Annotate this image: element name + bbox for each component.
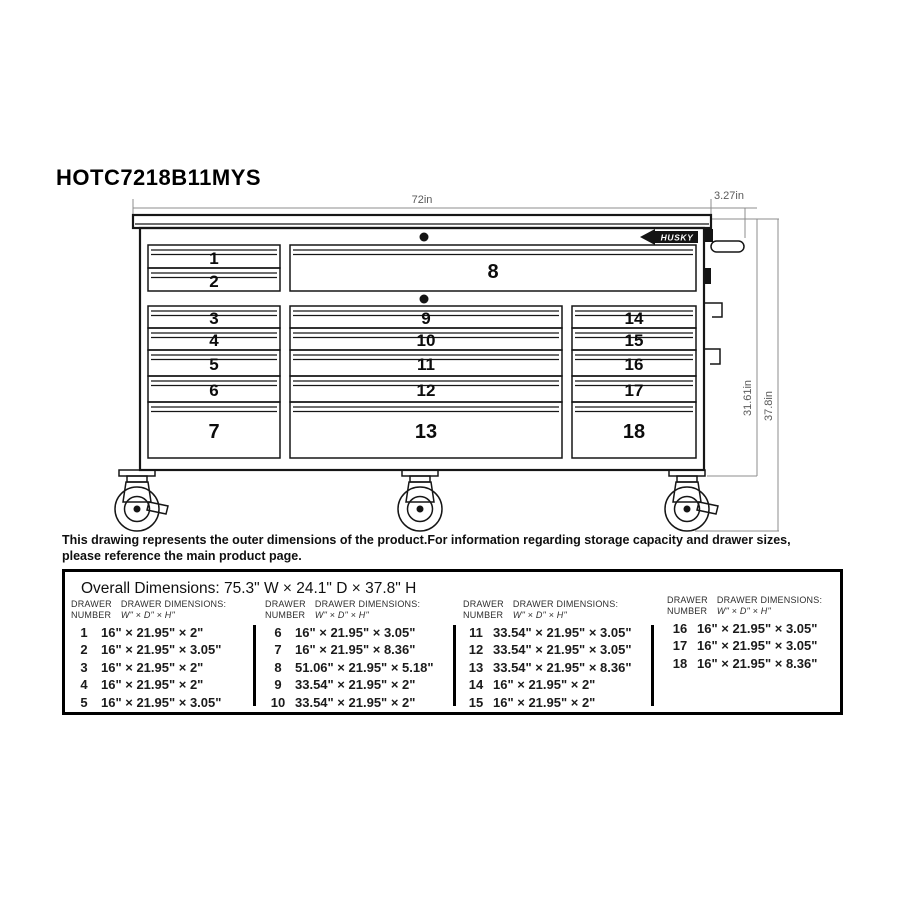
drawer-3 — [148, 306, 280, 328]
drawer-4-label: 4 — [209, 331, 219, 350]
table-header: DRAWER NUMBER DRAWER DIMENSIONS: W" × D" × H" — [667, 595, 823, 616]
drawer-9-label: 9 — [421, 309, 431, 328]
drawer-13-label: 13 — [414, 421, 438, 443]
drawer-2 — [148, 268, 280, 291]
table-divider-2 — [453, 625, 456, 706]
drawer-15-label: 15 — [624, 331, 644, 350]
side-handle — [704, 229, 744, 364]
drawer-14-label: 14 — [624, 309, 644, 328]
drawer-5 — [148, 350, 280, 376]
drawer-7-label: 7 — [208, 421, 220, 443]
drawer-15 — [572, 328, 696, 350]
drawer-14 — [572, 306, 696, 328]
side-bracket-upper — [704, 303, 722, 317]
dim-width-label: 72in — [411, 194, 433, 206]
drawer-18 — [572, 402, 696, 458]
drawer-row-15: 15 16" × 21.95" × 2" — [468, 694, 596, 710]
drawer-row-14: 14 16" × 21.95" × 2" — [468, 677, 596, 693]
table-group-4 — [667, 595, 849, 672]
drawer-1 — [148, 245, 280, 268]
dim-body-height-label: 31.61in — [742, 379, 754, 417]
dimensions-table — [62, 569, 843, 715]
drawer-row-17: 17 16" × 21.95" × 3.05" — [672, 638, 818, 654]
drawer-row-11: 11 33.54" × 21.95" × 3.05" — [469, 624, 632, 640]
drawer-row-7: 7 16" × 21.95" × 8.36" — [274, 642, 416, 658]
drawer-12 — [290, 376, 562, 402]
drawer-18-label: 18 — [622, 421, 646, 443]
table-header: DRAWER NUMBER DRAWER DIMENSIONS: W" × D" × H" — [463, 599, 619, 620]
drawer-row-3: 3 16" × 21.95" × 2" — [80, 659, 204, 675]
drawer-12-label: 12 — [416, 381, 436, 400]
drawer-2-label: 2 — [209, 272, 219, 291]
table-group-1 — [71, 599, 253, 711]
drawer-row-9: 9 33.54" × 21.95" × 2" — [274, 677, 416, 693]
drawer-11 — [290, 350, 562, 376]
table-divider-3 — [651, 625, 654, 706]
drawer-row-5: 5 16" × 21.95" × 3.05" — [80, 694, 222, 710]
caster-right — [665, 470, 718, 531]
drawer-16 — [572, 350, 696, 376]
drawer-8 — [290, 245, 696, 291]
lock-bottom — [420, 295, 429, 304]
drawer-3-label: 3 — [209, 309, 219, 328]
table-header: DRAWER NUMBER DRAWER DIMENSIONS: W" × D" × H" — [265, 599, 421, 620]
drawer-4 — [148, 328, 280, 350]
dim-total-height-label: 37.8in — [763, 391, 775, 421]
disclaimer-line-1: This drawing represents the outer dimensions of the product.For information regarding storage capacity and drawer sizes, — [62, 533, 791, 547]
caster-middle — [398, 470, 442, 531]
disclaimer-line-2: please reference the main product page. — [62, 548, 302, 563]
caster-left — [115, 470, 168, 531]
drawer-5-label: 5 — [209, 355, 219, 374]
drawer-13 — [290, 402, 562, 458]
drawer-row-6: 6 16" × 21.95" × 3.05" — [274, 624, 416, 640]
drawer-row-13: 13 33.54" × 21.95" × 8.36" — [468, 659, 632, 675]
drawer-row-12: 12 33.54" × 21.95" × 3.05" — [468, 642, 632, 658]
husky-logo-text: HUSKY — [660, 232, 694, 243]
side-bracket-lower — [704, 349, 720, 364]
drawer-row-2: 2 16" × 21.95" × 3.05" — [80, 642, 222, 658]
drawer-1-label: 1 — [209, 249, 219, 268]
table-header: DRAWER NUMBER DRAWER DIMENSIONS: W" × D" × H" — [71, 599, 227, 620]
page-title: HOTC7218B11MYS — [56, 165, 262, 190]
table-group-2 — [265, 599, 447, 711]
drawer-6 — [148, 376, 280, 402]
table-divider-1 — [253, 625, 256, 706]
drawer-17 — [572, 376, 696, 402]
drawer-17-label: 17 — [624, 381, 644, 400]
drawer-7 — [148, 402, 280, 458]
drawer-8-label: 8 — [487, 261, 499, 283]
overall-dimensions: Overall Dimensions: 75.3" W × 24.1" D × 37.8" H — [81, 580, 417, 597]
drawer-16-label: 16 — [624, 355, 644, 374]
drawer-row-8: 8 51.06" × 21.95" × 5.18" — [274, 659, 434, 675]
drawer-9 — [290, 306, 562, 328]
drawer-row-18: 18 16" × 21.95" × 8.36" — [672, 655, 818, 671]
drawer-bank — [148, 245, 696, 458]
lock-top — [420, 233, 429, 242]
dim-handle-label: 3.27in — [714, 190, 744, 202]
table-group-3 — [463, 599, 645, 711]
drawer-row-1: 1 16" × 21.95" × 2" — [80, 624, 204, 640]
drawer-10-label: 10 — [416, 331, 436, 350]
drawer-row-4: 4 16" × 21.95" × 2" — [80, 677, 204, 693]
drawer-11-label: 11 — [417, 355, 435, 374]
drawer-row-10: 10 33.54" × 21.95" × 2" — [270, 694, 416, 710]
husky-logo — [640, 229, 698, 245]
drawer-row-16: 16 16" × 21.95" × 3.05" — [672, 620, 818, 636]
drawer-10 — [290, 328, 562, 350]
disclaimer-note — [62, 533, 862, 564]
drawer-6-label: 6 — [209, 381, 219, 400]
